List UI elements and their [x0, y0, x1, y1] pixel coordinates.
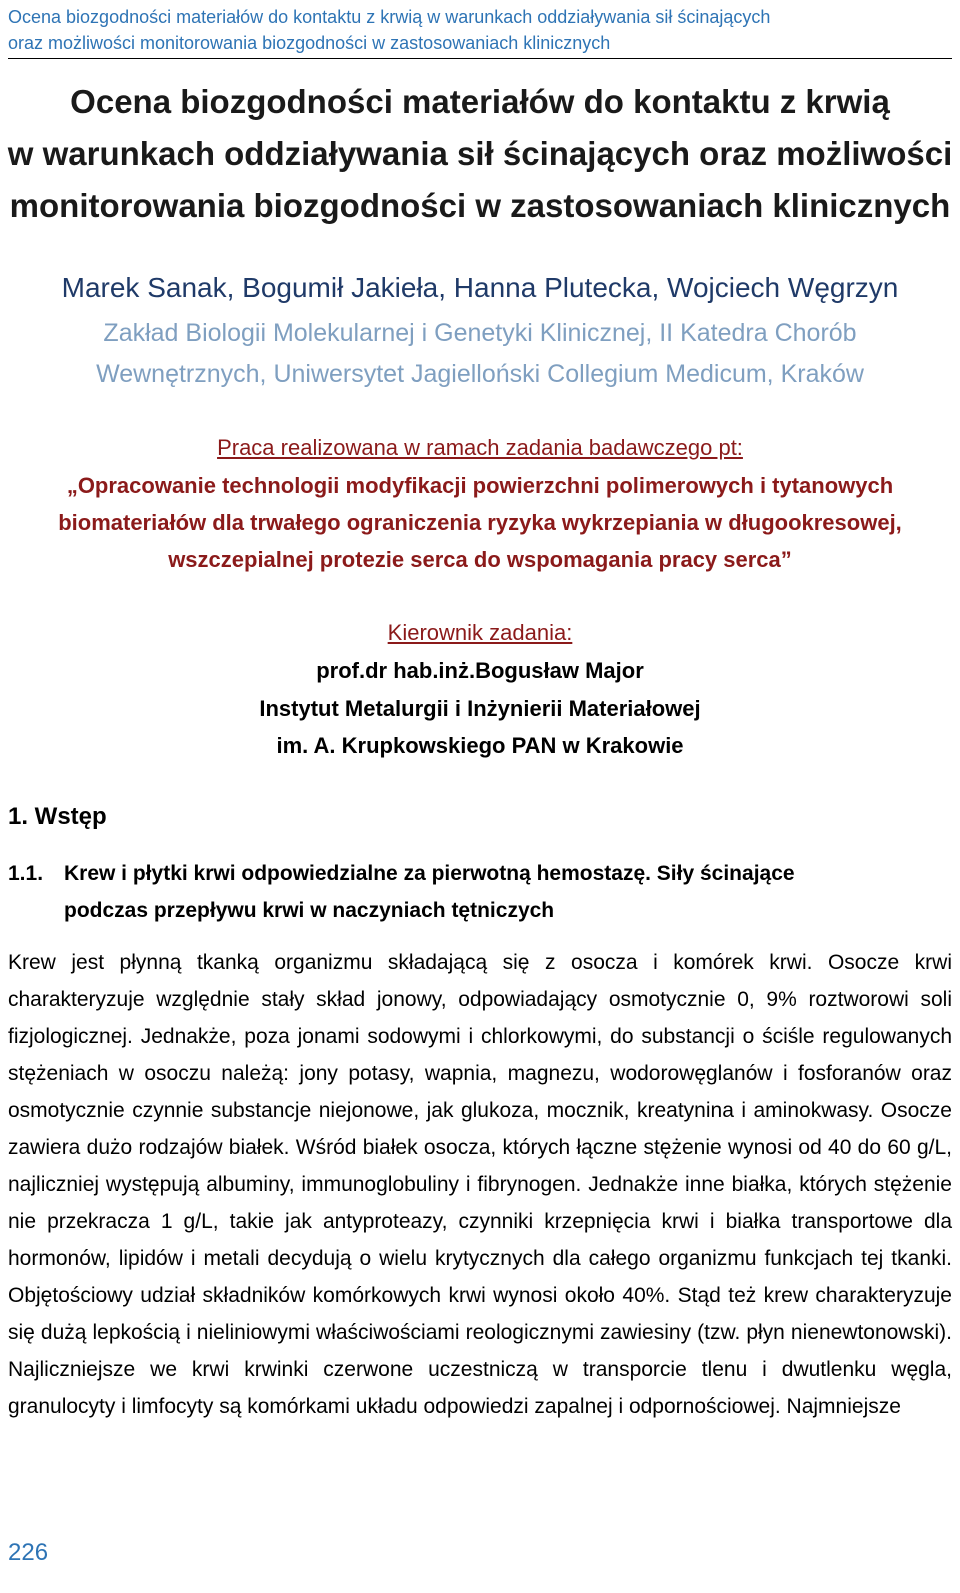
- project-title-line-3: wszczepialnej protezie serca do wspomagania pracy serca”: [168, 547, 792, 572]
- affiliation-line-2: Wewnętrznych, Uniwersytet Jagielloński Collegium Medicum, Kraków: [96, 360, 864, 388]
- leader-institute: Instytut Metalurgii i Inżynierii Materiałowej: [259, 695, 701, 721]
- subsection-heading: [8, 855, 908, 929]
- header-rule: [8, 58, 952, 59]
- paper-title-line-1: Ocena biozgodności materiałów do kontaktu z krwią: [70, 83, 890, 120]
- page-number: 226: [8, 1539, 49, 1566]
- project-title-line-2: biomateriałów dla trwałego ograniczenia ryzyka wykrzepiania w długookresowej,: [58, 510, 902, 535]
- body-paragraph: Krew jest płynną tkanką organizmu składającą się z osocza i komórek krwi. Osocze krwi charakteryzuje względnie stały skład jonowy, odpowiadający osmotycznie 0, 9% roztworowi soli fizjologicznej. Jednakże, poza jonami sodowymi i chlorkowymi, do substancji o ściśle regulowanych stężeniach w osoczu należą: jony potasy, wapnia, magnezu, wodorowęglanów i fosforanów oraz osmotycznie czynnie substancje niejonowe, jak glukoza, mocznik, kreatynina i aminokwasy. Osocze zawiera dużo rodzajów białek. Wśród białek osocza, których łączne stężenie wynosi od 40 do 60 g/L, najliczniej występują albuminy, immunoglobuliny i fibrynogen. Jednakże inne białka, których stężenie nie przekracza 1 g/L, takie jak antyproteazy, czynniki krzepnięcia krwi i białka transportowe dla hormonów, lipidów i metali decydują o wielu krytycznych dla całego organizmu funkcjach tej tkanki. Objętościowy udział składników komórkowych krwi wynosi około 40%. Stąd też krew charakteryzuje się dużą lepkością i nieliniowymi właściwościami reologicznymi zawiesiny (tzw. płyn nienewtonowski). Najliczniejsze we krwi krwinki czerwone uczestniczą w transporcie tlenu i dwutlenku węgla, granulocyty i limfocyty są komórkami układu odpowiedzi zapalnej i odpornościowej. Najmniejsze: [8, 951, 952, 1418]
- running-header: [8, 4, 952, 56]
- running-header-line-2: oraz możliwości monitorowania biozgodności w zastosowaniach klinicznych: [8, 33, 611, 53]
- paper-title-line-2: w warunkach oddziaływania sił ścinających oraz możliwości: [7, 135, 953, 172]
- project-title-line-1: „Opracowanie technologii modyfikacji powierzchni polimerowych i tytanowych: [66, 473, 894, 498]
- leader-label: Kierownik zadania:: [387, 620, 573, 645]
- affiliation: [0, 313, 960, 395]
- leader-location: im. A. Krupkowskiego PAN w Krakowie: [276, 733, 684, 758]
- affiliation-line-1: Zakład Biologii Molekularnej i Genetyki Klinicznej, II Katedra Chorób: [103, 319, 857, 347]
- project-title: [0, 467, 960, 578]
- subsection-number: 1.1.: [8, 862, 44, 885]
- subsection-line-1: Krew i płytki krwi odpowiedzialne za pierwotną hemostazę. Siły ścinające: [64, 862, 795, 885]
- leader-info: [0, 652, 960, 765]
- leader-name: prof.dr hab.inż.Bogusław Major: [316, 658, 644, 683]
- paper-title: [0, 76, 960, 232]
- author-list: Marek Sanak, Bogumił Jakieła, Hanna Plutecka, Wojciech Węgrzyn: [61, 272, 899, 303]
- project-intro: Praca realizowana w ramach zadania badawczego pt:: [217, 435, 743, 460]
- subsection-line-2: podczas przepływu krwi w naczyniach tętniczych: [64, 899, 555, 922]
- paper-title-line-3: monitorowania biozgodności w zastosowaniach klinicznych: [9, 187, 951, 224]
- running-header-line-1: Ocena biozgodności materiałów do kontaktu z krwią w warunkach oddziaływania sił ścinających: [8, 7, 771, 27]
- section-heading: 1. Wstęp: [8, 803, 107, 830]
